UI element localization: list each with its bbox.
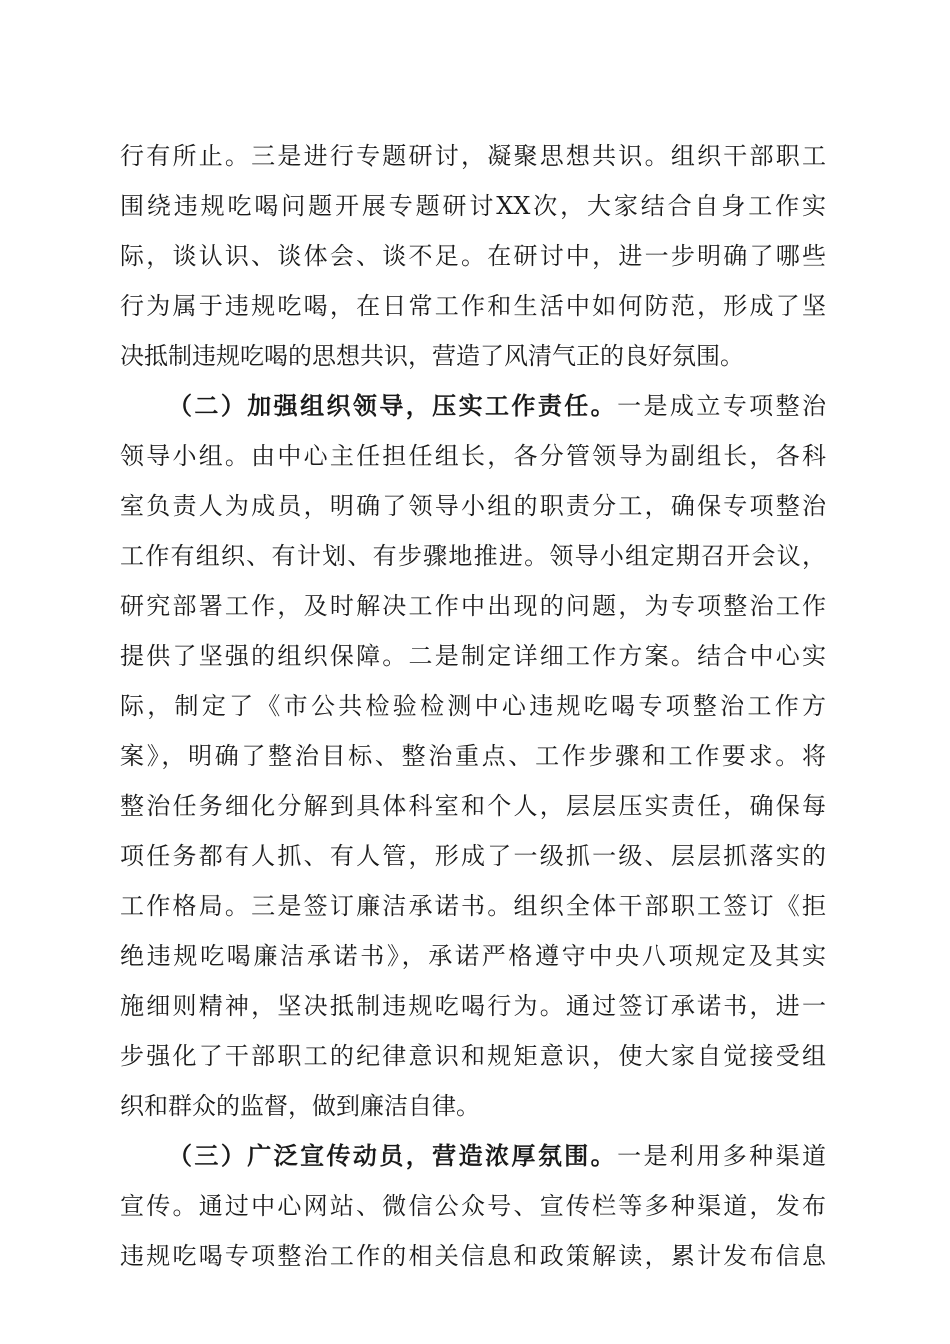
text-line: 工作有组织、有计划、有步骤地推进。领导小组定期召开会议，: [120, 542, 826, 570]
text-line: 围绕违规吃喝问题开展专题研讨XX次，大家结合自身工作实: [120, 192, 826, 220]
section-heading: （二）加强组织领导，压实工作责任。: [168, 391, 618, 420]
text-line: 违规吃喝专项整治工作的相关信息和政策解读，累计发布信息: [120, 1242, 826, 1270]
text-line: 提供了坚强的组织保障。二是制定详细工作方案。结合中心实: [120, 642, 826, 670]
text-line: 行为属于违规吃喝，在日常工作和生活中如何防范，形成了坚: [120, 292, 826, 320]
text-line: 工作格局。三是签订廉洁承诺书。组织全体干部职工签订《拒: [120, 892, 826, 920]
text-line: 研究部署工作，及时解决工作中出现的问题，为专项整治工作: [120, 592, 826, 620]
text-span: 一是利用多种渠道: [617, 1142, 826, 1170]
paragraph-first-line: [168, 1136, 826, 1176]
text-line: 案》，明确了整治目标、整治重点、工作步骤和工作要求。将: [120, 742, 826, 770]
text-line: 绝违规吃喝廉洁承诺书》，承诺严格遵守中央八项规定及其实: [120, 942, 826, 970]
text-line: 施细则精神，坚决抵制违规吃喝行为。通过签订承诺书，进一: [120, 992, 826, 1020]
text-line: 领导小组。由中心主任担任组长，各分管领导为副组长，各科: [120, 442, 826, 470]
section-heading: （三）广泛宣传动员，营造浓厚氛围。: [168, 1141, 618, 1170]
text-line: 行有所止。三是进行专题研讨，凝聚思想共识。组织干部职工: [120, 142, 826, 170]
text-line: 整治任务细化分解到具体科室和个人，层层压实责任，确保每: [120, 792, 826, 820]
text-line: 织和群众的监督，做到廉洁自律。: [120, 1092, 480, 1120]
text-line: 室负责人为成员，明确了领导小组的职责分工，确保专项整治: [120, 492, 826, 520]
text-line: 际，制定了《市公共检验检测中心违规吃喝专项整治工作方: [120, 692, 826, 720]
text-line: 际，谈认识、谈体会、谈不足。在研讨中，进一步明确了哪些: [120, 242, 826, 270]
text-line: 宣传。通过中心网站、微信公众号、宣传栏等多种渠道，发布: [120, 1192, 826, 1220]
text-span: 一是成立专项整治: [617, 392, 826, 420]
text-line: 决抵制违规吃喝的思想共识，营造了风清气正的良好氛围。: [120, 342, 744, 370]
text-line: 项任务都有人抓、有人管，形成了一级抓一级、层层抓落实的: [120, 842, 826, 870]
text-line: 步强化了干部职工的纪律意识和规矩意识，使大家自觉接受组: [120, 1042, 826, 1070]
paragraph-first-line: [168, 386, 826, 426]
